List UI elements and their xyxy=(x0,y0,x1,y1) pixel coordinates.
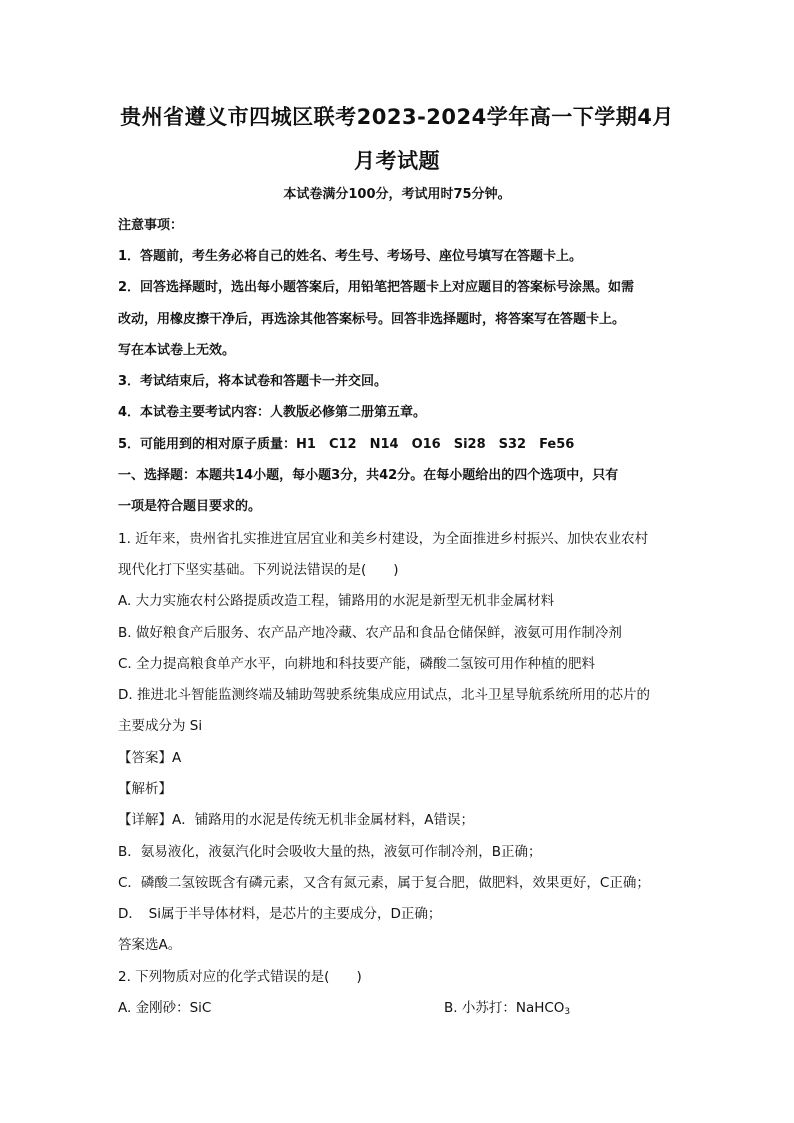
question-stem: 2. 下列物质对应的化学式错误的是( ) xyxy=(118,969,362,985)
analysis-detail: D． Si属于半导体材料，是芯片的主要成分，D正确； xyxy=(118,906,442,922)
notice-item: 改动，用橡皮擦干净后，再选涂其他答案标号。回答非选择题时，将答案写在答题卡上。 xyxy=(118,312,626,327)
analysis-label: 【解析】 xyxy=(118,781,172,797)
notice-item: 4．本试卷主要考试内容：人教版必修第二册第五章。 xyxy=(118,405,427,420)
question-option: 主要成分为 Si xyxy=(118,718,203,734)
subscript: 3 xyxy=(564,1007,571,1017)
exam-info: 本试卷满分100分，考试用时75分钟。 xyxy=(283,187,511,202)
analysis-detail: 【详解】A．铺路用的水泥是传统无机非金属材料，A错误； xyxy=(118,812,474,828)
question-stem: 现代化打下坚实基础。下列说法错误的是( ) xyxy=(118,562,399,578)
document-title-line1: 贵州省遵义市四城区联考2023-2024学年高一下学期4月 xyxy=(120,105,674,129)
notice-item: 5．可能用到的相对原子质量：H1 C12 N14 O16 Si28 S32 Fe56 xyxy=(118,437,575,452)
analysis-detail: C．磷酸二氢铵既含有磷元素，又含有氮元素，属于复合肥，做肥料，效果更好，C正确； xyxy=(118,875,650,891)
option-b-text: B. 小苏打：NaHCO xyxy=(444,1000,565,1016)
question-stem: 1. 近年来，贵州省扎实推进宜居宜业和美乡村建设，为全面推进乡村振兴、加快农业农村 xyxy=(118,531,649,547)
question-option: A. 金刚砂：SiC xyxy=(118,1000,212,1016)
question-option: B. 做好粮食产后服务、农产品产地冷藏、农产品和食品仓储保鲜，液氨可用作制冷剂 xyxy=(118,625,622,641)
notice-item: 1．答题前，考生务必将自己的姓名、考生号、考场号、座位号填写在答题卡上。 xyxy=(118,249,583,264)
notice-item: 写在本试卷上无效。 xyxy=(118,343,236,358)
section-heading: 一、选择题：本题共14小题，每小题3分，共42分。在每小题给出的四个选项中，只有 xyxy=(118,468,619,483)
document-title-line2: 月考试题 xyxy=(354,149,440,173)
notice-item: 2．回答选择题时，选出每小题答案后，用铅笔把答题卡上对应题目的答案标号涂黑。如需 xyxy=(118,280,635,295)
question-option: D. 推进北斗智能监测终端及辅助驾驶系统集成应用试点，北斗卫星导航系统所用的芯片的 xyxy=(118,687,650,703)
notice-header: 注意事项： xyxy=(118,218,184,233)
analysis-detail: B．氨易液化，液氨汽化时会吸收大量的热，液氨可作制冷剂，B正确； xyxy=(118,844,542,860)
section-heading: 一项是符合题目要求的。 xyxy=(118,499,262,514)
question-option: C. 全力提高粮食单产水平，向耕地和科技要产能，磷酸二氢铵可用作种植的肥料 xyxy=(118,656,596,672)
notice-item: 3．考试结束后，将本试卷和答题卡一并交回。 xyxy=(118,374,388,389)
question-option xyxy=(444,999,570,1021)
question-option: A. 大力实施农村公路提质改造工程，铺路用的水泥是新型无机非金属材料 xyxy=(118,593,555,609)
analysis-conclusion: 答案选A。 xyxy=(118,937,182,953)
answer-label: 【答案】A xyxy=(118,750,182,766)
